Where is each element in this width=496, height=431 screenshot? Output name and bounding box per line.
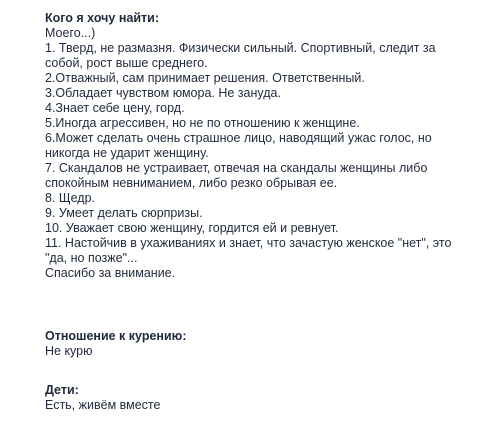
looking-for-heading: Кого я хочу найти: (45, 11, 159, 25)
looking-for-line: 5.Иногда агрессивен, но не по отношению к женщине. (45, 116, 360, 130)
smoking-heading: Отношение к курению: (45, 329, 187, 343)
looking-for-line: 8. Щедр. (45, 191, 96, 205)
children-section (45, 383, 475, 413)
looking-for-line: Моего...) (45, 26, 96, 40)
looking-for-line: 10. Уважает свою женщину, гордится ей и ревнует. (45, 221, 339, 235)
looking-for-line: 7. Скандалов не устраивает, отвечая на скандалы женщины либо спокойным невниманием, либо резко обрывая ее. (45, 161, 428, 190)
smoking-section (45, 329, 475, 359)
looking-for-line: Спасибо за внимание. (45, 266, 176, 280)
looking-for-line: 1. Тверд, не размазня. Физически сильный. Спортивный, следит за собой, рост выше среднего. (45, 41, 436, 70)
looking-for-line: 2.Отважный, сам принимает решения. Ответственный. (45, 71, 365, 85)
looking-for-section (45, 11, 475, 281)
looking-for-line: 11. Настойчив в ухаживаниях и знает, что зачастую женское "нет", это "да, но позже"... (45, 236, 452, 265)
looking-for-line: 6.Может сделать очень страшное лицо, наводящий ужас голос, но никогда не ударит женщину. (45, 131, 432, 160)
looking-for-line: 3.Обладает чувством юмора. Не зануда. (45, 86, 281, 100)
looking-for-text (45, 26, 475, 281)
looking-for-line: 9. Умеет делать сюрпризы. (45, 206, 203, 220)
smoking-value: Не курю (45, 344, 93, 358)
children-heading: Дети: (45, 383, 79, 397)
looking-for-line: 4.Знает себе цену, горд. (45, 101, 185, 115)
children-value: Есть, живём вместе (45, 398, 161, 412)
profile-details (45, 11, 475, 413)
